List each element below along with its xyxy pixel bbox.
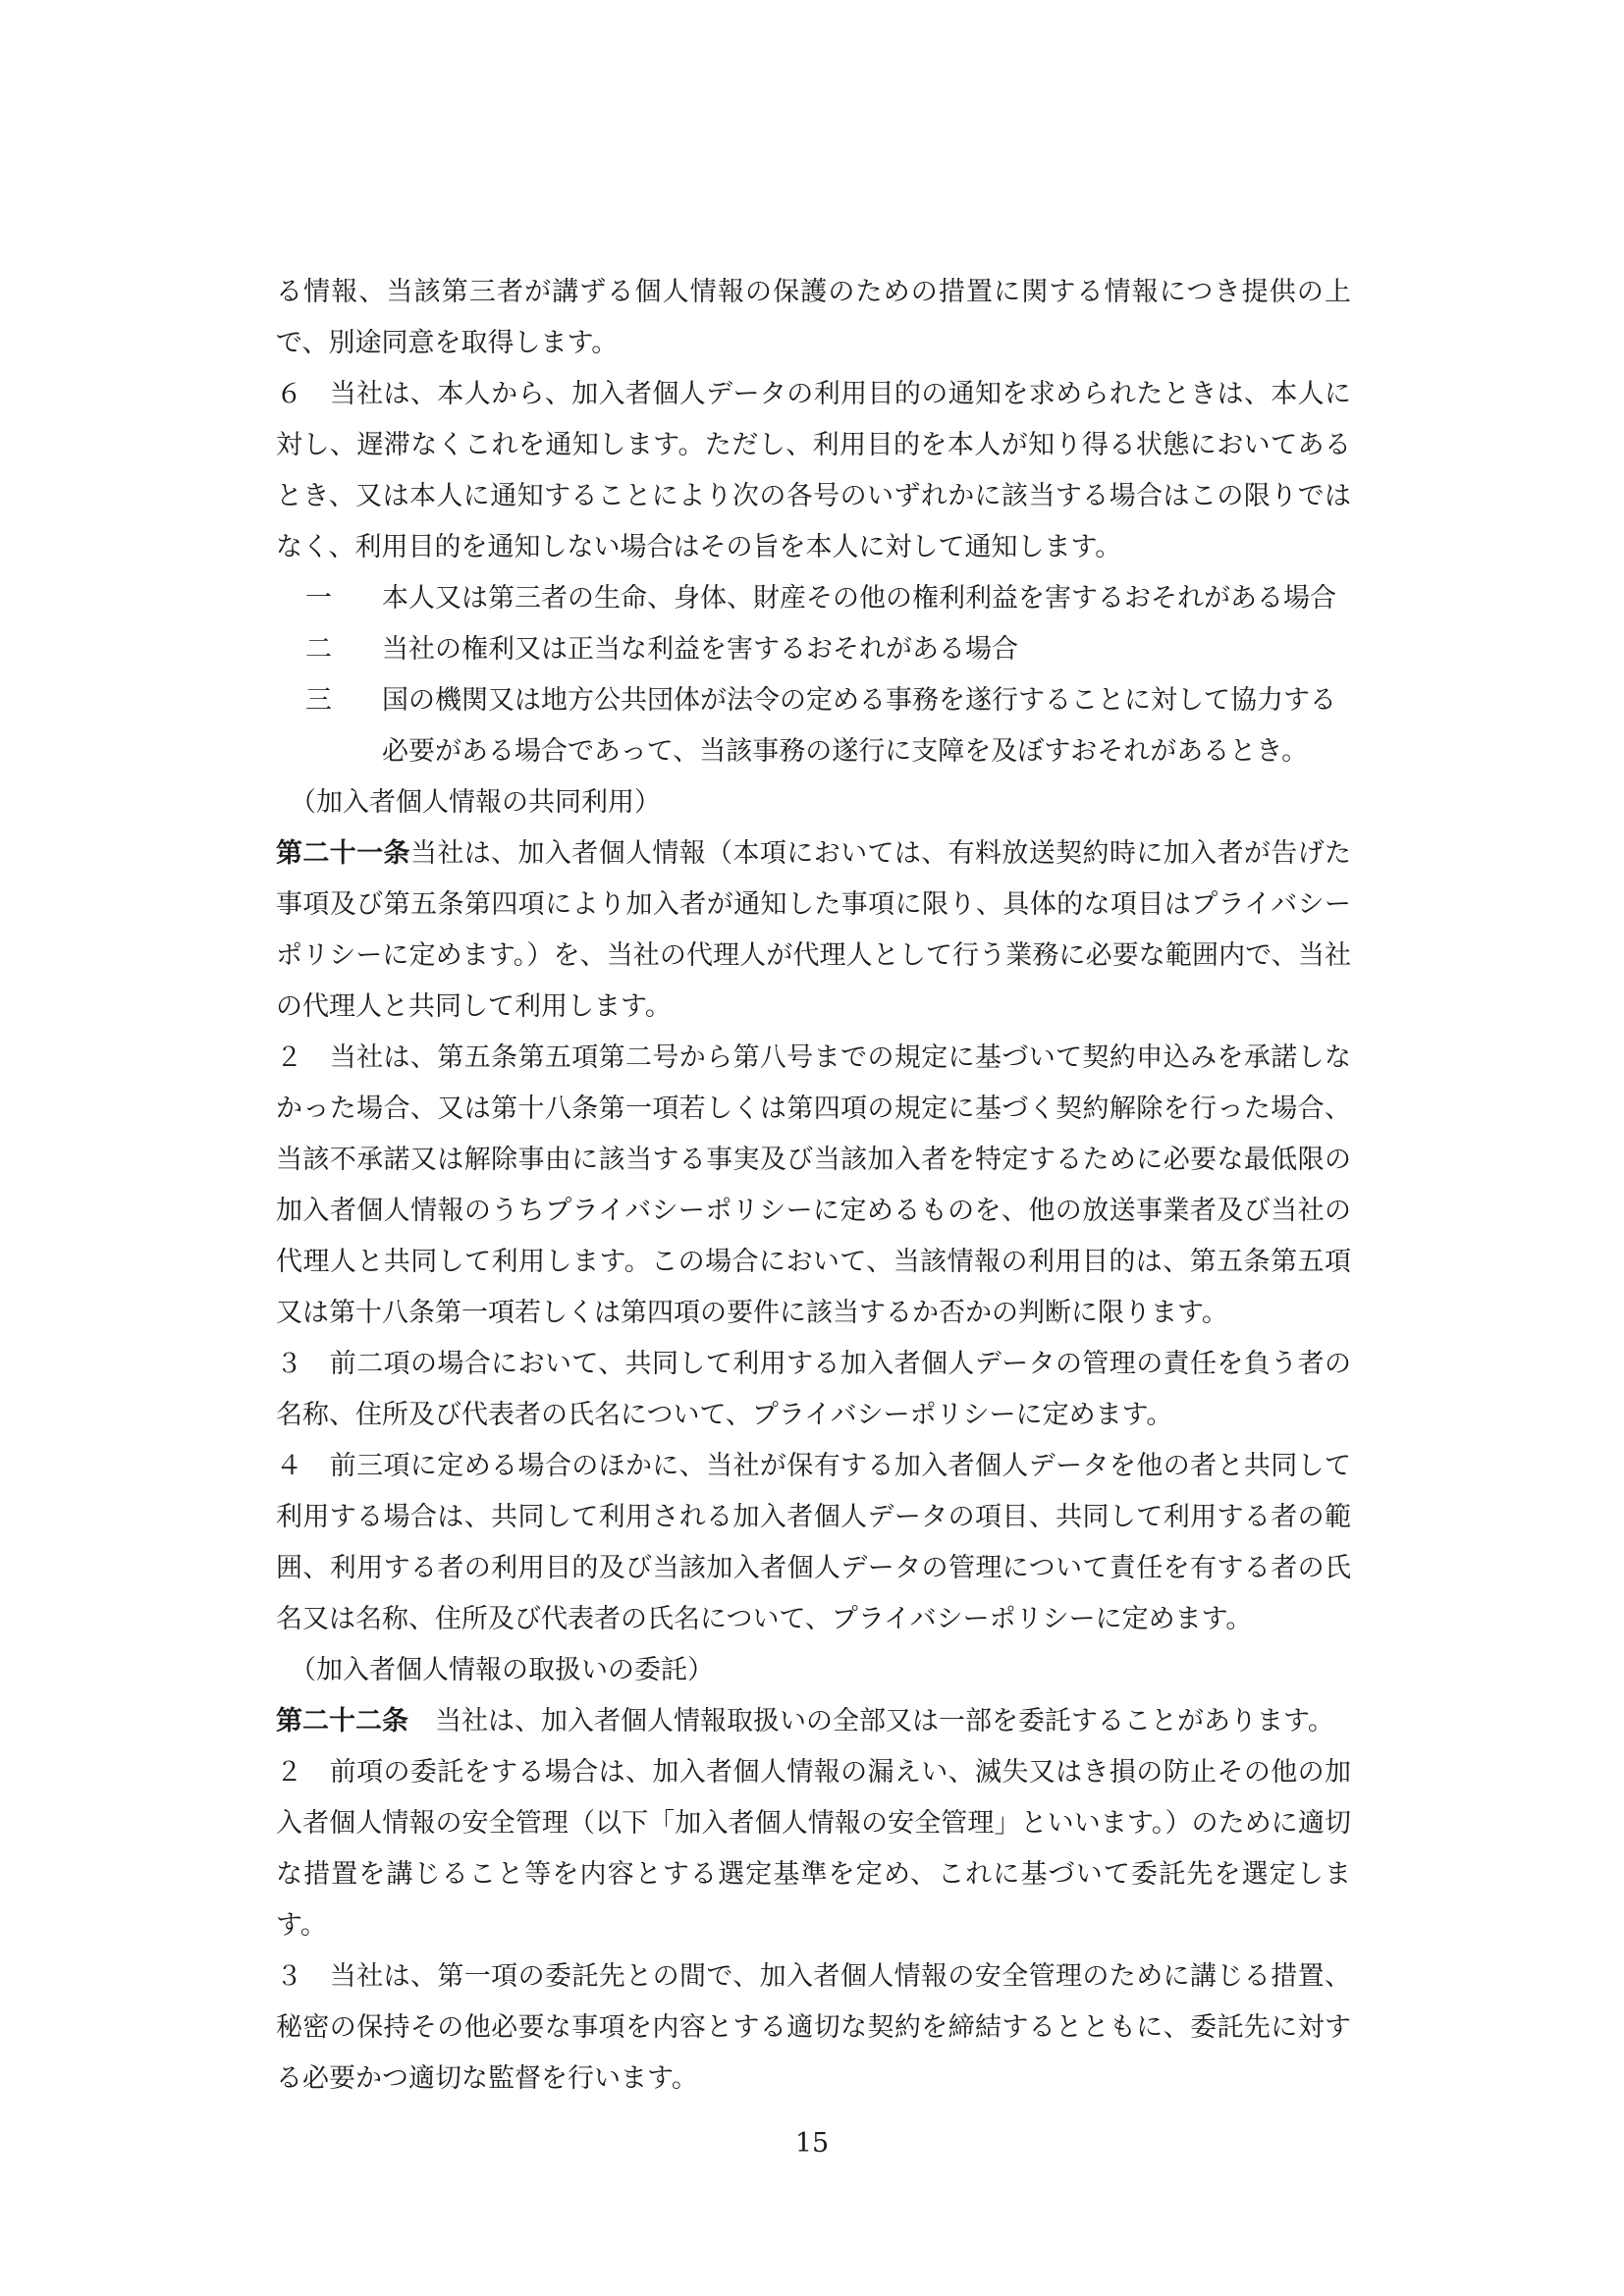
item-text: 本人又は第三者の生命、身体、財産その他の権利利益を害するおそれがある場合 (382, 583, 1336, 614)
item-number: 二 (305, 634, 332, 665)
page-number: 15 (794, 2128, 830, 2159)
article-22-paragraph-2: ２ 前項の委託をする場合は、加入者個人情報の漏えい、滅失又はき損の防止その他の加入者個人情報の安全管理（以下「加入者個人情報の安全管理」といいます。）のために適切な措置を講じること等を内容とする選定基準を定め、これに基づいて委託先を選定します。 (276, 1757, 1351, 1941)
article-text: 当社は、加入者個人情報（本項においては、有料放送契約時に加入者が告げた事項及び第五条第四項により加入者が通知した事項に限り、具体的な項目はプライバシーポリシーに定めます。）を、当社の代理人が代理人として行う業務に必要な範囲内で、当社の代理人と共同して利用します。 (276, 838, 1352, 1022)
article-text: 当社は、加入者個人情報取扱いの全部又は一部を委託することがあります。 (408, 1706, 1334, 1736)
article-21-paragraph-2: ２ 当社は、第五条第五項第二号から第八号までの規定に基づいて契約申込みを承諾しなかった場合、又は第十八条第一項若しくは第四項の規定に基づく契約解除を行った場合、当該不承諾又は解除事由に該当する事実及び当該加入者を特定するために必要な最低限の加入者個人情報のうちプライバシーポリシーに定めるものを、他の放送事業者及び当社の代理人と共同して利用します。この場合において、当該情報の利用目的は、第五条第五項又は第十八条第一項若しくは第四項の要件に該当するか否かの判断に限ります。 (276, 1042, 1351, 1328)
article-label: 第二十一条 (276, 838, 410, 869)
article-21 (276, 828, 1351, 1033)
article-caption: （加入者個人情報の取扱いの委託） (290, 1655, 714, 1685)
article-21-paragraph-3: ３ 前二項の場合において、共同して利用する加入者個人データの管理の責任を負う者の名称、住所及び代表者の氏名について、プライバシーポリシーに定めます。 (276, 1349, 1351, 1430)
list-item (276, 573, 1351, 624)
paragraph-continuation: る情報、当該第三者が講ずる個人情報の保護のための措置に関する情報につき提供の上で、別途同意を取得します。 (276, 277, 1351, 358)
list-item (276, 624, 1351, 675)
document-body (276, 267, 1351, 2105)
item-text: 当社の権利又は正当な利益を害するおそれがある場合 (382, 634, 1018, 665)
list-item (276, 675, 1351, 777)
article-22 (276, 1696, 1351, 1747)
article-22-paragraph-3: ３ 当社は、第一項の委託先との間で、加入者個人情報の安全管理のために講じる措置、秘密の保持その他必要な事項を内容とする適切な契約を締結するとともに、委託先に対する必要かつ適切な監督を行います。 (276, 1961, 1351, 2094)
item-text: 国の機関又は地方公共団体が法令の定める事務を遂行することに対して協力する必要がある場合であって、当該事務の遂行に支障を及ぼすおそれがあるとき。 (382, 685, 1336, 767)
article-21-paragraph-4: ４ 前三項に定める場合のほかに、当社が保有する加入者個人データを他の者と共同して利用する場合は、共同して利用される加入者個人データの項目、共同して利用する者の範囲、利用する者の利用目的及び当該加入者個人データの管理について責任を有する者の氏名又は名称、住所及び代表者の氏名について、プライバシーポリシーに定めます。 (276, 1451, 1351, 1634)
article-caption: （加入者個人情報の共同利用） (290, 787, 661, 818)
paragraph-6: ６ 当社は、本人から、加入者個人データの利用目的の通知を求められたときは、本人に対し、遅滞なくこれを通知します。ただし、利用目的を本人が知り得る状態においてあるとき、又は本人に通知することにより次の各号のいずれかに該当する場合はこの限りではなく、利用目的を通知しない場合はその旨を本人に対して通知します。 (276, 379, 1351, 562)
article-label: 第二十二条 (276, 1706, 408, 1736)
item-number: 一 (305, 583, 332, 614)
item-number: 三 (305, 685, 332, 716)
